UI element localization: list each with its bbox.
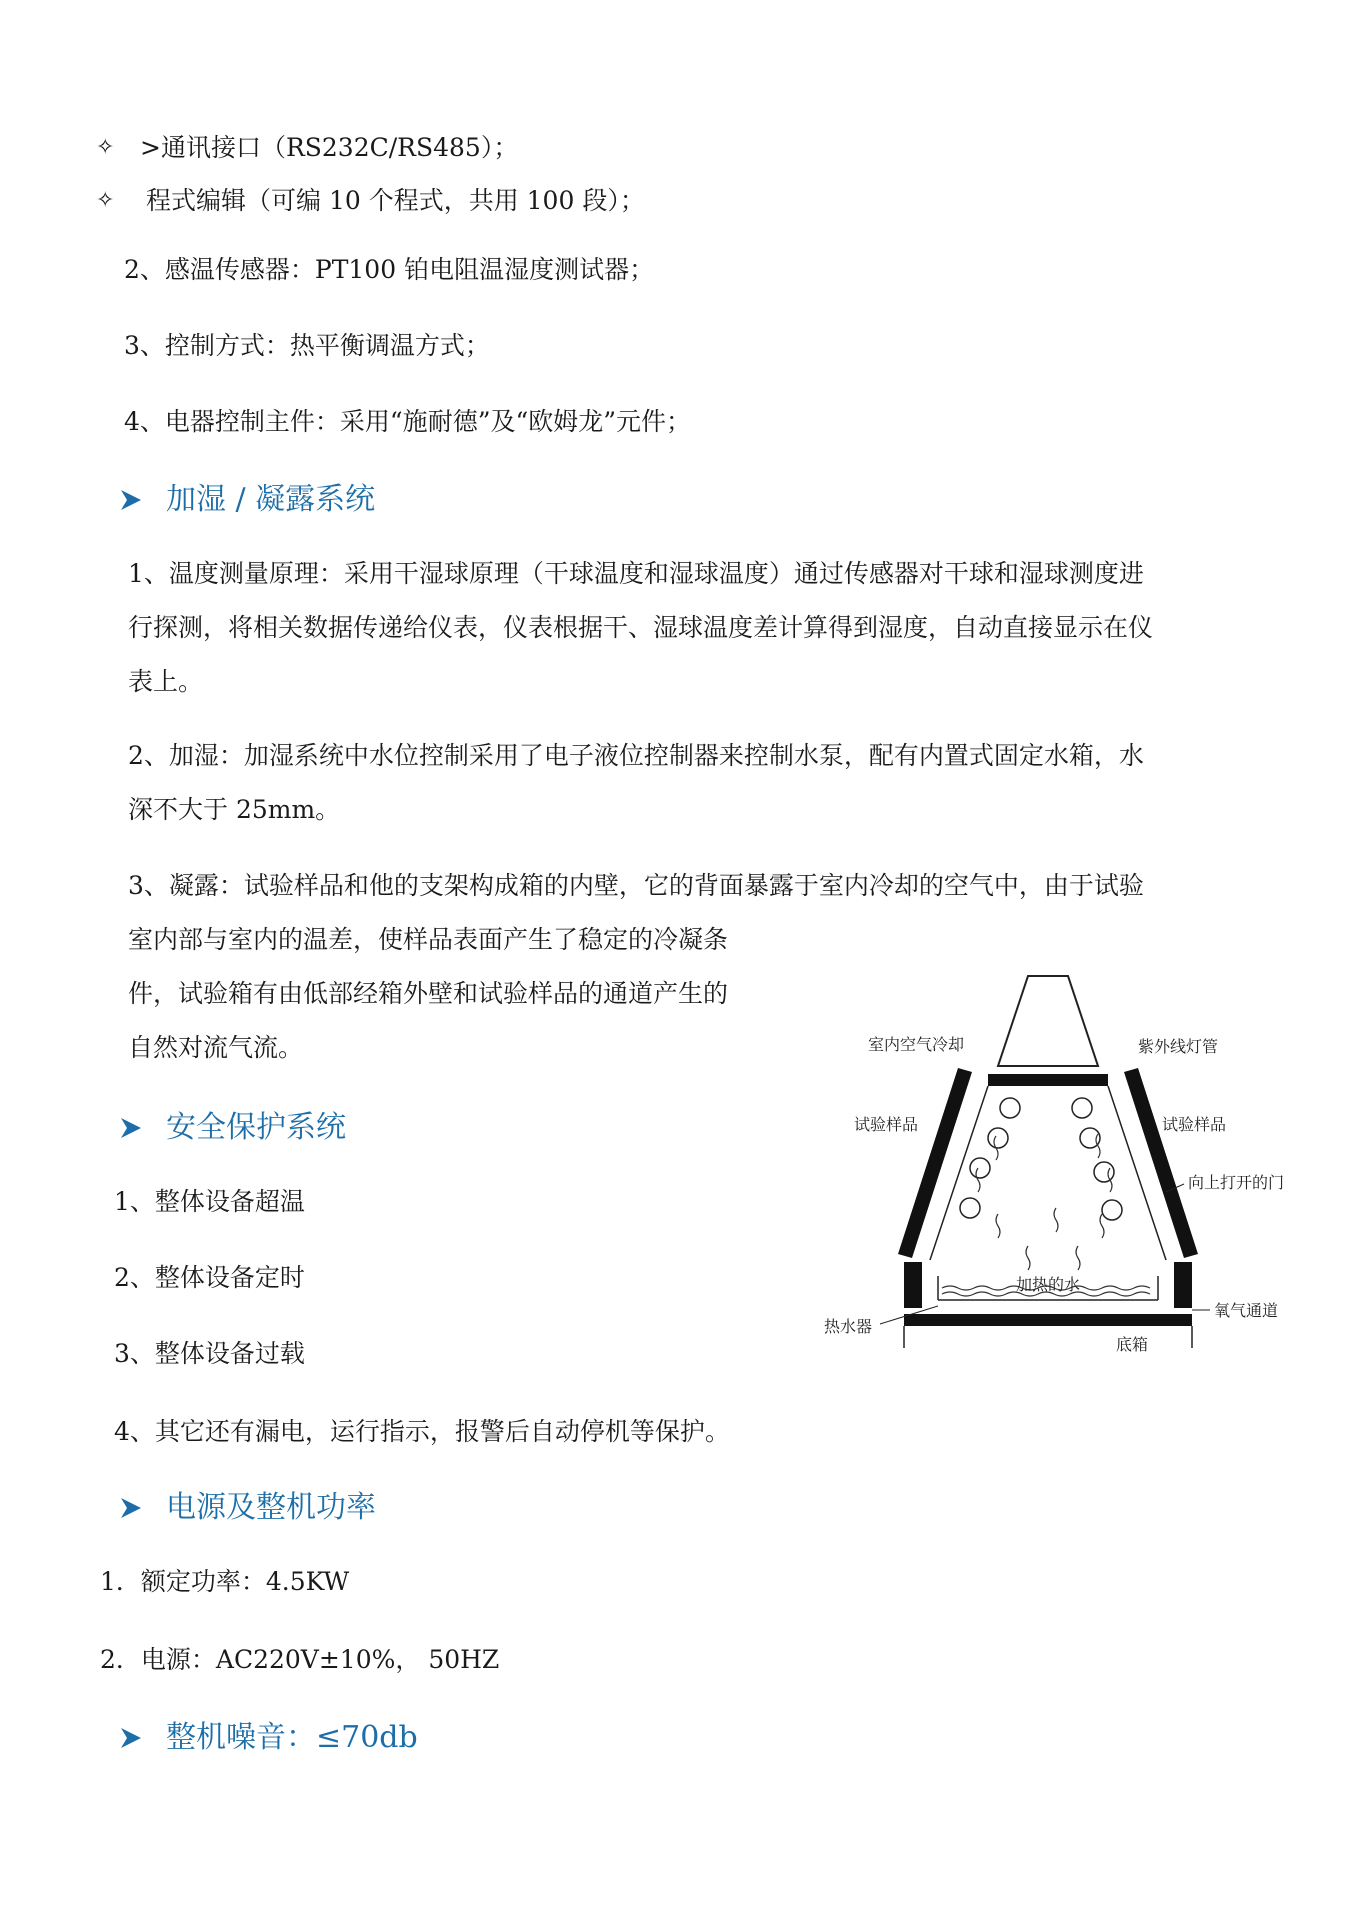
section-heading: 电源及整机功率 — [166, 1490, 376, 1525]
left-sample-wall — [898, 1068, 972, 1258]
heater-label: 热水器 — [824, 1317, 873, 1336]
paragraph-line: 表上。 — [128, 667, 204, 696]
list-item: 4、其它还有漏电，运行指示，报警后自动停机等保护。 — [114, 1417, 730, 1446]
paragraph-line: 自然对流气流。 — [128, 1033, 304, 1062]
paragraph-line: 深不大于 25mm。 — [128, 795, 341, 824]
arrow-bullet-icon — [120, 488, 142, 512]
bullet-text: >通讯接口（RS232C/RS485）； — [140, 133, 519, 162]
list-item: 2．电源：AC220V±10%， 50HZ — [100, 1645, 500, 1674]
heated-water-label: 加热的水 — [1016, 1275, 1081, 1294]
sample-right-label: 试验样品 — [1162, 1115, 1227, 1134]
bottom-box-label: 底箱 — [1116, 1335, 1149, 1354]
paragraph-line: 3、凝露：试验样品和他的支架构成箱的内壁，它的背面暴露于室内冷却的空气中，由于试验 — [128, 871, 1144, 900]
paragraph-line: 2、加湿：加湿系统中水位控制采用了电子液位控制器来控制水泵，配有内置式固定水箱，水 — [128, 741, 1144, 770]
paragraph-line: 行探测，将相关数据传递给仪表，仪表根据干、湿球温度差计算得到湿度，自动直接显示在仪 — [128, 613, 1154, 642]
gas-channel-label: 氧气通道 — [1214, 1301, 1279, 1320]
paragraph-line: 件，试验箱有由低部经箱外壁和试验样品的通道产生的 — [128, 979, 729, 1008]
list-item: 2、整体设备定时 — [114, 1263, 305, 1292]
top-vent — [998, 976, 1098, 1066]
list-item: 1．额定功率：4.5KW — [100, 1567, 350, 1596]
star-bullet-icon: ✧ — [96, 135, 115, 160]
section-heading: 安全保护系统 — [166, 1110, 346, 1145]
star-bullet-icon: ✧ — [96, 188, 115, 213]
arrow-bullet-icon — [120, 1726, 142, 1750]
paragraph-line: 1、温度测量原理：采用干湿球原理（干球温度和湿球温度）通过传感器对干球和湿球测度进 — [128, 559, 1144, 588]
list-item: 2、感温传感器：PT100 铂电阻温湿度测试器； — [124, 255, 655, 284]
arrow-bullet-icon — [120, 1116, 142, 1140]
list-item: 1、整体设备超温 — [114, 1187, 305, 1216]
condensation-diagram — [820, 970, 1300, 1370]
right-sample-wall — [1124, 1068, 1198, 1258]
room-air-label: 室内空气冷却 — [868, 1035, 965, 1054]
section-heading: 加湿 / 凝露系统 — [166, 482, 376, 517]
uv-tube-label: 紫外线灯管 — [1138, 1037, 1219, 1056]
paragraph-line: 室内部与室内的温差，使样品表面产生了稳定的冷凝条 — [128, 925, 729, 954]
list-item: 4、电器控制主件：采用“施耐德”及“欧姆龙”元件； — [124, 407, 692, 436]
door-label: 向上打开的门 — [1188, 1173, 1285, 1192]
sample-left-label: 试验样品 — [854, 1115, 919, 1134]
list-item: 3、控制方式：热平衡调温方式； — [124, 331, 490, 360]
list-item: 3、整体设备过载 — [114, 1339, 305, 1368]
section-heading: 整机噪音：≤70db — [166, 1720, 418, 1755]
arrow-bullet-icon — [120, 1496, 142, 1520]
bullet-text: 程式编辑（可编 10 个程式，共用 100 段）； — [146, 186, 645, 215]
